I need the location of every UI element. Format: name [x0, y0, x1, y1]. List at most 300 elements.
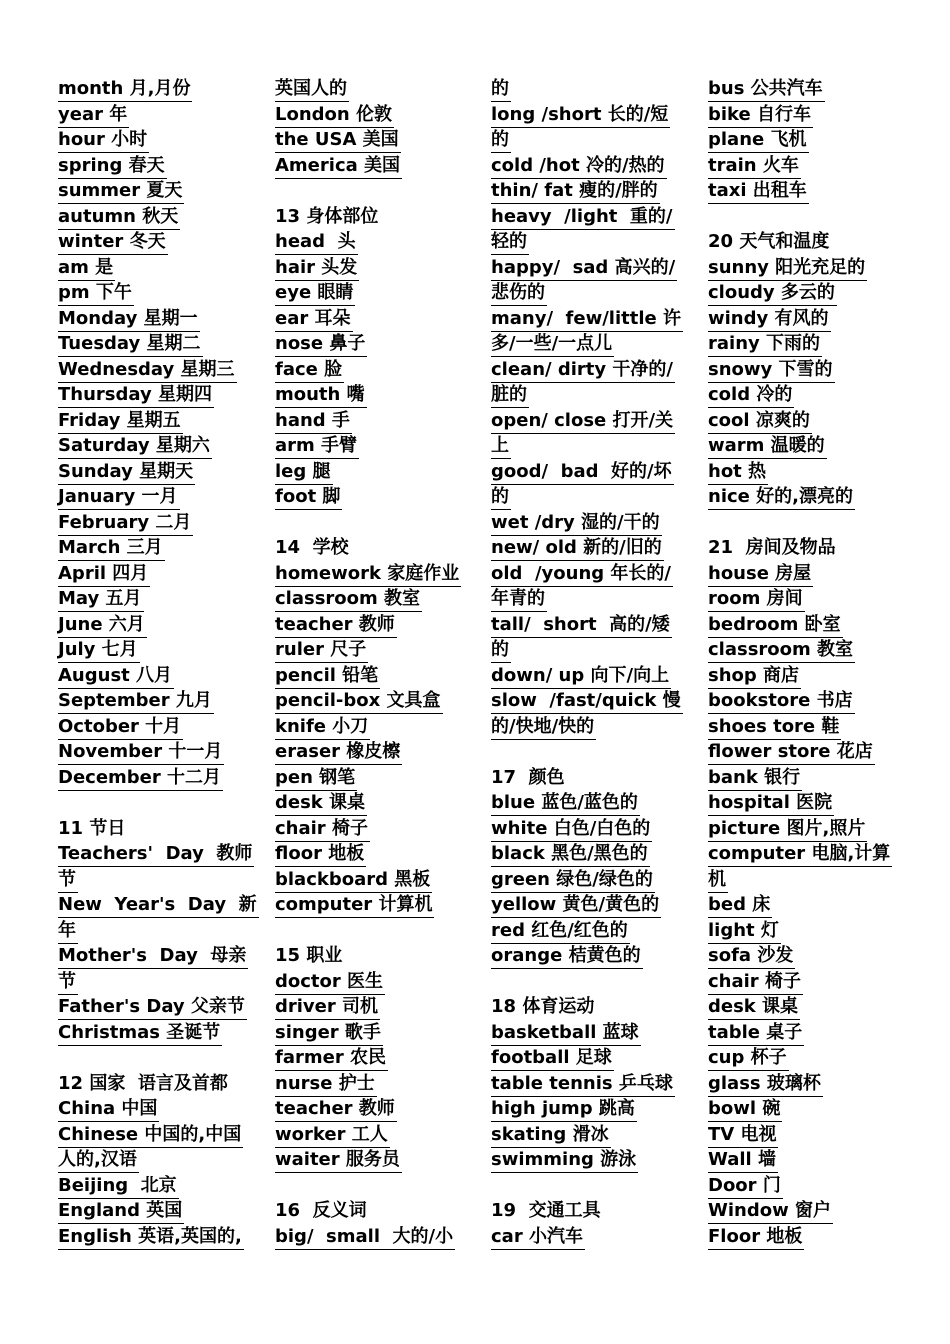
- vocab-entry-text: basketball 蓝球: [491, 1021, 641, 1046]
- vocab-entry-text: pencil-box 文具盒: [275, 689, 443, 714]
- vocab-entry: [275, 1123, 465, 1149]
- vocab-entry: [275, 664, 465, 690]
- vocab-entry-text: English 英语,英国的,: [58, 1225, 244, 1250]
- blank-line: [275, 919, 465, 945]
- vocab-entry: [491, 256, 681, 282]
- vocab-entry-text: Chinese 中国的,中国: [58, 1123, 243, 1148]
- vocab-entry-text: September 九月: [58, 689, 214, 714]
- vocab-entry: [275, 332, 465, 358]
- vocab-entry: [708, 434, 898, 460]
- vocab-entry-text: Saturday 星期六: [58, 434, 212, 459]
- blank-line: [491, 970, 681, 996]
- vocab-entry-text: 的: [491, 485, 511, 510]
- section-heading-text: 18 体育运动: [491, 996, 595, 1017]
- vocab-entry: [708, 562, 898, 588]
- vocab-entry-text: 轻的: [491, 230, 529, 255]
- vocab-entry-text: yellow 黄色/黄色的: [491, 893, 661, 918]
- vocab-entry-text: thin/ fat 瘦的/胖的: [491, 179, 660, 204]
- vocab-entry: [58, 511, 248, 537]
- vocab-entry: [58, 1225, 248, 1251]
- vocab-entry-text: good/ bad 好的/坏: [491, 460, 674, 485]
- vocab-entry: [58, 460, 248, 486]
- vocab-entry-text: sofa 沙发: [708, 944, 795, 969]
- vocab-entry-text: month 月,月份: [58, 77, 192, 102]
- section-heading-text: 11 节日: [58, 817, 126, 839]
- vocab-entry: [708, 179, 898, 205]
- blank-line: [275, 179, 465, 205]
- vocab-entry: [708, 995, 898, 1021]
- vocab-entry: [491, 179, 681, 205]
- vocab-entry-text: 年: [58, 919, 78, 944]
- blank-line: [58, 791, 248, 817]
- vocab-entry: [708, 281, 898, 307]
- vocab-entry-text: summer 夏天: [58, 179, 184, 204]
- vocab-entry-text: hot 热: [708, 460, 768, 485]
- vocab-entry: [58, 842, 253, 868]
- vocab-entry-text: February 二月: [58, 511, 193, 536]
- vocab-entry-text: red 红色/红色的: [491, 919, 630, 944]
- section-heading: [491, 766, 681, 792]
- vocab-entry: [58, 1021, 248, 1047]
- vocab-entry-text: nurse 护士: [275, 1072, 377, 1097]
- blank-line: [275, 511, 465, 537]
- vocab-entry-text: 人的,汉语: [58, 1148, 139, 1173]
- blank-line: [491, 740, 681, 766]
- vocab-entry-text: cup 杯子: [708, 1046, 789, 1071]
- vocab-entry-text: November 十一月: [58, 740, 224, 765]
- section-heading: [275, 205, 465, 231]
- vocab-entry-text: house 房屋: [708, 562, 813, 587]
- vocab-entry-text: homework 家庭作业: [275, 562, 461, 587]
- vocab-entry-text: bookstore 书店: [708, 689, 855, 714]
- vocab-entry: [58, 562, 248, 588]
- vocab-entry-text: 英国人的: [275, 77, 349, 102]
- vocab-entry-text: arm 手臂: [275, 434, 359, 459]
- vocab-entry-text: open/ close 打开/关: [491, 409, 675, 434]
- vocab-entry: [708, 409, 898, 435]
- vocab-entry-text: rainy 下雨的: [708, 332, 822, 357]
- vocab-entry-text: orange 桔黄色的: [491, 944, 643, 969]
- vocab-entry-text: 脏的: [491, 383, 529, 408]
- vocab-entry-text: cold 冷的: [708, 383, 794, 408]
- vocab-entry-text: flower store 花店: [708, 740, 875, 765]
- vocab-entry: [275, 358, 465, 384]
- vocab-entry-text: big/ small 大的/小: [275, 1225, 455, 1250]
- vocab-entry: [58, 536, 248, 562]
- vocab-entry: [275, 995, 465, 1021]
- vocab-entry: [491, 383, 681, 409]
- vocab-entry-text: nose 鼻子: [275, 332, 367, 357]
- vocab-entry: [708, 944, 898, 970]
- vocab-entry-text: happy/ sad 高兴的/: [491, 256, 677, 281]
- vocab-entry: [491, 485, 681, 511]
- vocab-entry-text: spring 春天: [58, 154, 167, 179]
- vocab-entry-text: blue 蓝色/蓝色的: [491, 791, 640, 816]
- vocab-entry-text: bike 自行车: [708, 103, 813, 128]
- vocab-entry: [708, 791, 898, 817]
- vocab-entry: [58, 179, 248, 205]
- vocab-entry: [491, 281, 681, 307]
- vocab-entry-text: Tuesday 星期二: [58, 332, 203, 357]
- vocab-entry: [708, 485, 898, 511]
- vocab-entry-text: eraser 橡皮檫: [275, 740, 402, 765]
- vocab-entry: [491, 128, 681, 154]
- vocab-entry: [275, 970, 465, 996]
- vocab-entry: [58, 587, 248, 613]
- vocab-entry-text: tall/ short 高的/矮: [491, 613, 672, 638]
- vocab-entry: [491, 409, 681, 435]
- vocab-entry: [708, 1148, 898, 1174]
- vocab-entry-text: mouth 嘴: [275, 383, 367, 408]
- vocab-entry: [708, 103, 898, 129]
- vocab-entry: [491, 307, 681, 333]
- vocab-entry-text: heavy /light 重的/: [491, 205, 675, 230]
- vocab-entry: [708, 1225, 898, 1251]
- vocab-entry-text: knife 小刀: [275, 715, 370, 740]
- vocab-entry-text: long /short 长的/短: [491, 103, 670, 128]
- vocab-entry-text: floor 地板: [275, 842, 366, 867]
- vocab-entry: [708, 383, 898, 409]
- vocab-entry: [708, 332, 898, 358]
- vocab-entry-text: eye 眼睛: [275, 281, 355, 306]
- vocab-entry: [58, 1174, 248, 1200]
- vocab-entry-text: driver 司机: [275, 995, 380, 1020]
- vocab-entry-text: desk 课桌: [708, 995, 800, 1020]
- vocab-entry-text: 节: [58, 970, 78, 995]
- vocab-entry-text: 悲伤的: [491, 281, 547, 306]
- vocab-entry: [58, 128, 248, 154]
- vocab-entry-text: chair 椅子: [275, 817, 370, 842]
- vocab-entry: [275, 1046, 465, 1072]
- vocab-entry-text: New Year's Day 新: [58, 893, 259, 918]
- vocab-entry: [275, 740, 465, 766]
- vocab-entry-text: May 五月: [58, 587, 144, 612]
- vocab-entry: [708, 1021, 898, 1047]
- vocab-entry: [58, 281, 248, 307]
- vocab-entry: [491, 536, 681, 562]
- vocab-entry-text: April 四月: [58, 562, 150, 587]
- vocab-entry-text: bank 银行: [708, 766, 802, 791]
- vocab-entry-text: teacher 教师: [275, 1097, 397, 1122]
- vocab-entry: [708, 1199, 898, 1225]
- section-heading-text: 16 反义词: [275, 1200, 367, 1221]
- vocab-entry-text: computer 计算机: [275, 893, 434, 918]
- vocab-entry-text: bowl 碗: [708, 1097, 782, 1122]
- vocab-entry-text: 节: [58, 868, 78, 893]
- vocab-entry: [275, 1148, 465, 1174]
- section-heading-text: 12 国家 语言及首都: [58, 1072, 228, 1094]
- vocab-entry: [708, 1072, 898, 1098]
- vocab-entry: [708, 766, 898, 792]
- vocab-entry: [491, 638, 681, 664]
- vocab-entry: [491, 460, 681, 486]
- vocab-entry-text: pm 下午: [58, 281, 134, 306]
- vocab-entry-text: England 英国: [58, 1199, 184, 1224]
- vocab-entry-text: am 是: [58, 256, 115, 281]
- vocab-entry-text: table tennis 乒乓球: [491, 1072, 675, 1097]
- vocab-entry: [58, 332, 248, 358]
- vocab-entry-text: green 绿色/绿色的: [491, 868, 655, 893]
- vocab-entry-text: Beijing 北京: [58, 1174, 179, 1199]
- vocab-entry: [708, 358, 898, 384]
- vocab-entry-text: computer 电脑,计算: [708, 842, 892, 867]
- blank-line: [491, 1174, 681, 1200]
- vocab-entry-text: Thursday 星期四: [58, 383, 214, 408]
- vocab-entry: [275, 230, 465, 256]
- vocab-entry: [58, 154, 248, 180]
- vocab-entry: [708, 868, 898, 894]
- vocab-entry: [708, 256, 898, 282]
- blank-line: [708, 205, 898, 231]
- vocab-entry: [708, 689, 898, 715]
- vocab-entry: [58, 766, 248, 792]
- vocab-entry-text: Friday 星期五: [58, 409, 183, 434]
- vocab-entry-text: doctor 医生: [275, 970, 385, 995]
- section-heading: [275, 1199, 465, 1225]
- vocab-entry: [58, 205, 248, 231]
- vocab-entry: [275, 485, 465, 511]
- vocab-entry: [58, 256, 248, 282]
- vocab-entry-text: Monday 星期一: [58, 307, 200, 332]
- vocab-entry-text: the USA 美国: [275, 128, 401, 153]
- vocab-entry-text: windy 有风的: [708, 307, 831, 332]
- vocab-entry-text: London 伦敦: [275, 103, 394, 128]
- vocab-entry-text: winter 冬天: [58, 230, 168, 255]
- vocab-entry-text: Teachers' Day 教师: [58, 842, 254, 867]
- vocab-entry: [491, 715, 681, 741]
- vocab-entry-text: hair 头发: [275, 256, 359, 281]
- vocab-entry-text: hospital 医院: [708, 791, 834, 816]
- vocab-entry: [491, 230, 681, 256]
- vocab-entry-text: desk 课桌: [275, 791, 367, 816]
- vocab-entry: [708, 638, 898, 664]
- vocab-entry: [708, 715, 898, 741]
- vocab-entry: [58, 358, 248, 384]
- section-heading-text: 15 职业: [275, 945, 343, 966]
- vocab-entry: [58, 638, 248, 664]
- vocab-entry-text: chair 椅子: [708, 970, 803, 995]
- vocab-entry-text: swimming 游泳: [491, 1148, 638, 1173]
- vocab-entry: [275, 154, 465, 180]
- vocab-entry: [58, 970, 248, 996]
- vocab-entry: [275, 562, 465, 588]
- vocab-entry-text: old /young 年长的/: [491, 562, 673, 587]
- vocab-entry-text: plane 飞机: [708, 128, 809, 153]
- vocab-entry-text: pen 钢笔: [275, 766, 357, 791]
- vocab-entry: [58, 868, 248, 894]
- blank-line: [58, 1046, 248, 1072]
- vocab-entry-text: room 房间: [708, 587, 805, 612]
- vocab-entry: [58, 664, 248, 690]
- vocab-entry: [491, 893, 681, 919]
- vocab-entry: [275, 307, 465, 333]
- section-heading: [708, 536, 898, 562]
- vocab-entry-text: cool 凉爽的: [708, 409, 812, 434]
- vocab-column-4: [708, 77, 898, 1250]
- vocab-entry: [275, 256, 465, 282]
- vocab-entry-text: Sunday 星期天: [58, 460, 195, 485]
- vocab-entry-text: table 桌子: [708, 1021, 804, 1046]
- vocab-entry: [275, 1021, 465, 1047]
- vocab-entry-text: 年青的: [491, 587, 547, 612]
- vocab-entry: [275, 638, 465, 664]
- vocab-entry: [275, 128, 465, 154]
- vocab-entry: [708, 154, 898, 180]
- vocab-entry: [491, 1046, 681, 1072]
- vocab-entry: [58, 715, 248, 741]
- vocab-entry: [58, 383, 248, 409]
- vocab-entry: [708, 893, 898, 919]
- vocab-entry: [275, 1225, 465, 1251]
- vocab-entry: [708, 817, 898, 843]
- vocab-entry-text: Floor 地板: [708, 1225, 804, 1250]
- vocab-entry: [275, 868, 465, 894]
- vocab-entry-text: clean/ dirty 干净的/: [491, 358, 675, 383]
- vocab-entry-text: singer 歌手: [275, 1021, 383, 1046]
- vocab-entry: [58, 740, 248, 766]
- vocab-entry: [491, 205, 681, 231]
- vocab-entry: [491, 817, 681, 843]
- vocab-entry-text: cloudy 多云的: [708, 281, 837, 306]
- vocab-entry: [708, 919, 898, 945]
- vocab-entry-text: waiter 服务员: [275, 1148, 402, 1173]
- vocab-entry-text: June 六月: [58, 613, 147, 638]
- vocab-entry-text: bed 床: [708, 893, 772, 918]
- vocab-entry-text: hour 小时: [58, 128, 149, 153]
- vocab-entry: [491, 613, 681, 639]
- vocab-entry-text: down/ up 向下/向上: [491, 664, 671, 689]
- vocab-entry: [58, 689, 248, 715]
- section-heading: [275, 944, 465, 970]
- vocab-entry-text: leg 腿: [275, 460, 333, 485]
- vocab-entry: [491, 944, 681, 970]
- vocab-entry-text: slow /fast/quick 慢: [491, 689, 683, 714]
- vocab-entry: [58, 1148, 248, 1174]
- vocab-entry-text: July 七月: [58, 638, 140, 663]
- vocab-entry: [58, 1199, 248, 1225]
- vocab-entry-text: ruler 尺子: [275, 638, 368, 663]
- vocab-entry-text: pencil 铅笔: [275, 664, 380, 689]
- vocab-entry-text: classroom 教室: [708, 638, 855, 663]
- vocab-entry: [58, 409, 248, 435]
- section-heading: [58, 817, 248, 843]
- vocab-entry-text: cold /hot 冷的/热的: [491, 154, 667, 179]
- vocab-entry: [275, 1097, 465, 1123]
- vocab-entry: [491, 1123, 681, 1149]
- vocab-entry-text: classroom 教室: [275, 587, 422, 612]
- vocab-entry: [491, 434, 681, 460]
- vocab-entry: [708, 613, 898, 639]
- vocab-entry: [58, 1123, 248, 1149]
- vocab-entry-text: new/ old 新的/旧的: [491, 536, 664, 561]
- vocab-entry-text: December 十二月: [58, 766, 223, 791]
- vocab-entry: [708, 664, 898, 690]
- vocab-entry: [491, 1148, 681, 1174]
- vocab-entry-text: Father's Day 父亲节: [58, 995, 247, 1020]
- vocab-entry-text: high jump 跳高: [491, 1097, 637, 1122]
- vocab-entry-text: blackboard 黑板: [275, 868, 432, 893]
- vocab-entry-text: many/ few/little 许: [491, 307, 683, 332]
- vocab-entry: [491, 77, 681, 103]
- vocab-entry-text: 多/一些/一点儿: [491, 332, 614, 357]
- vocab-entry: [491, 919, 681, 945]
- vocab-entry: [491, 562, 681, 588]
- vocab-entry: [491, 154, 681, 180]
- vocab-entry: [708, 460, 898, 486]
- vocab-entry-text: sunny 阳光充足的: [708, 256, 867, 281]
- vocab-entry: [491, 511, 681, 537]
- vocab-entry: [708, 1097, 898, 1123]
- section-heading: [708, 230, 898, 256]
- vocab-entry-text: nice 好的,漂亮的: [708, 485, 855, 510]
- vocab-entry: [491, 664, 681, 690]
- vocab-entry: [58, 307, 248, 333]
- vocab-entry-text: 的/快地/快的: [491, 715, 596, 740]
- vocab-entry-text: glass 玻璃杯: [708, 1072, 823, 1097]
- vocab-entry-text: Mother's Day 母亲: [58, 944, 248, 969]
- vocab-column-3: [491, 77, 681, 1250]
- vocab-entry: [58, 995, 248, 1021]
- vocab-entry: [491, 1225, 681, 1251]
- vocab-entry: [491, 103, 681, 129]
- vocab-entry-text: 的: [491, 77, 511, 102]
- vocab-entry: [491, 587, 681, 613]
- vocab-entry-text: Window 窗户: [708, 1199, 833, 1224]
- vocab-entry: [58, 613, 248, 639]
- vocab-entry: [275, 791, 465, 817]
- vocab-entry: [58, 485, 248, 511]
- vocab-entry-text: Door 门: [708, 1174, 783, 1199]
- vocab-entry-text: car 小汽车: [491, 1225, 585, 1250]
- section-heading: [491, 995, 681, 1021]
- vocab-entry-text: shop 商店: [708, 664, 801, 689]
- vocab-entry: [58, 919, 248, 945]
- vocab-entry-text: autumn 秋天: [58, 205, 180, 230]
- vocab-entry: [708, 307, 898, 333]
- vocab-entry-text: bedroom 卧室: [708, 613, 843, 638]
- section-heading-text: 19 交通工具: [491, 1200, 601, 1221]
- vocab-entry-text: March 三月: [58, 536, 165, 561]
- blank-line: [275, 1174, 465, 1200]
- vocab-entry-text: wet /dry 湿的/干的: [491, 511, 662, 536]
- section-heading-text: 13 身体部位: [275, 205, 379, 227]
- vocab-entry-text: taxi 出租车: [708, 179, 809, 204]
- vocab-entry: [275, 434, 465, 460]
- vocab-entry: [275, 103, 465, 129]
- vocab-entry-text: hand 手: [275, 409, 352, 434]
- vocab-entry: [275, 842, 465, 868]
- vocab-entry-text: head 头: [275, 230, 358, 255]
- blank-line: [708, 511, 898, 537]
- vocab-entry-text: October 十月: [58, 715, 183, 740]
- vocab-column-1: [58, 77, 257, 1250]
- vocab-entry: [275, 817, 465, 843]
- vocab-entry-text: 机: [708, 868, 728, 893]
- vocab-entry: [58, 77, 248, 103]
- vocab-entry-text: shoes tore 鞋: [708, 715, 841, 740]
- vocab-entry-text: teacher 教师: [275, 613, 397, 638]
- vocab-entry-text: warm 温暖的: [708, 434, 827, 459]
- vocab-entry: [58, 893, 257, 919]
- vocab-entry: [275, 77, 465, 103]
- section-heading: [58, 1072, 248, 1098]
- vocab-entry: [275, 409, 465, 435]
- vocab-entry-text: January 一月: [58, 485, 180, 510]
- vocab-entry: [708, 842, 898, 868]
- vocab-entry-text: Christmas 圣诞节: [58, 1021, 222, 1046]
- section-heading: [275, 536, 465, 562]
- vocab-entry: [58, 230, 248, 256]
